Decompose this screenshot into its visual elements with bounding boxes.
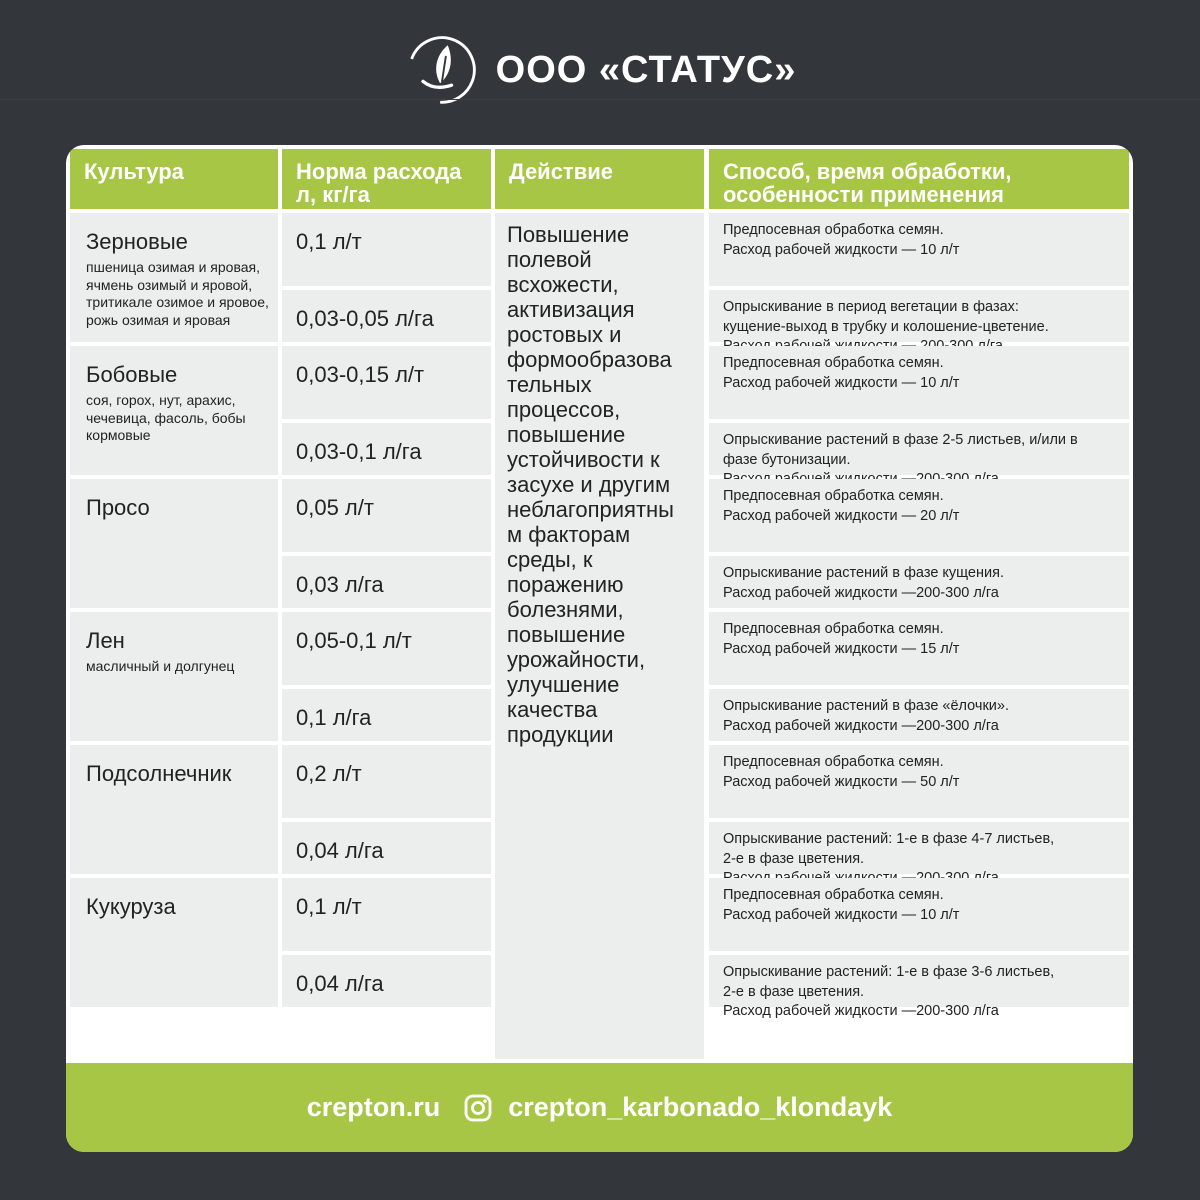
method-line: Расход рабочей жидкости — 50 л/т bbox=[723, 773, 960, 790]
method-cell bbox=[709, 822, 1129, 874]
header-divider bbox=[0, 99, 1200, 100]
rate-cell bbox=[282, 822, 491, 874]
culture-name: Зерновые bbox=[86, 229, 188, 254]
rate-cell bbox=[282, 556, 491, 608]
method-line: Предпосевная обработка семян. bbox=[723, 222, 944, 238]
header-method-label-2: особенности применения bbox=[723, 182, 1004, 207]
rate-value: 0,03-0,1 л/га bbox=[296, 439, 422, 464]
method-line: Расход рабочей жидкости —200-300 л/га bbox=[723, 1003, 999, 1019]
culture-name: Подсолнечник bbox=[86, 761, 232, 786]
rate-cell bbox=[282, 479, 491, 552]
rate-value: 0,03-0,05 л/га bbox=[296, 306, 434, 331]
method-cell bbox=[709, 612, 1129, 685]
header-rate-unit: л, кг/га bbox=[296, 182, 370, 207]
method-cell bbox=[709, 745, 1129, 818]
method-cell bbox=[709, 689, 1129, 741]
header-culture bbox=[70, 149, 278, 209]
method-line: Предпосевная обработка семян. bbox=[723, 754, 944, 770]
method-line: Расход рабочей жидкости —200-300 л/га bbox=[723, 717, 999, 734]
application-table bbox=[66, 145, 1133, 1152]
method-line: Опрыскивание растений: 1-е в фазе 3-6 листьев, bbox=[723, 964, 1055, 980]
method-line: Расход рабочей жидкости — 20 л/т bbox=[723, 507, 960, 524]
method-line: Предпосевная обработка семян. bbox=[723, 488, 944, 504]
method-line: Расход рабочей жидкости — 10 л/т bbox=[723, 241, 960, 258]
rate-cell bbox=[282, 745, 491, 818]
footer-bar bbox=[66, 1063, 1133, 1152]
method-line: Расход рабочей жидкости — 10 л/т bbox=[723, 374, 960, 391]
method-cell bbox=[709, 423, 1129, 475]
website-link[interactable]: crepton.ru bbox=[306, 1092, 441, 1122]
method-line: 2-е в фазе цветения. bbox=[723, 983, 865, 1000]
method-cell bbox=[709, 290, 1129, 342]
company-name: ООО «СТАТУС» bbox=[495, 48, 797, 91]
instagram-handle[interactable]: crepton_karbonado_klondayk bbox=[508, 1092, 893, 1122]
method-line: Предпосевная обработка семян. bbox=[723, 355, 944, 371]
method-line: Опрыскивание в период вегетации в фазах: bbox=[723, 299, 1019, 315]
method-line: 2-е в фазе цветения. bbox=[723, 850, 865, 867]
culture-name: Кукуруза bbox=[86, 894, 176, 919]
method-cell bbox=[709, 878, 1129, 951]
rate-value: 0,03-0,15 л/т bbox=[296, 362, 425, 387]
culture-cell bbox=[70, 745, 278, 874]
rate-cell bbox=[282, 346, 491, 419]
action-text: Повышение полевой всхожести, активизация ростовых и формообразова тельных процессов, повышение устойчивости к засухе и другим неблагоприятны м факторам среды, к поражению болезнями, повышение урожайности, улучшение качества продукции bbox=[507, 222, 674, 747]
method-cell bbox=[709, 955, 1129, 1019]
rate-value: 0,1 л/т bbox=[296, 229, 362, 254]
culture-cell bbox=[70, 346, 278, 475]
header-culture-label: Культура bbox=[84, 159, 184, 184]
method-line: Опрыскивание растений в фазе 2-5 листьев, и/или в bbox=[723, 432, 1078, 448]
culture-subtitle: масличный и долгунец bbox=[86, 658, 235, 674]
action-description bbox=[495, 213, 704, 1059]
method-line: Расход рабочей жидкости — 10 л/т bbox=[723, 906, 960, 923]
culture-cell bbox=[70, 612, 278, 741]
method-cell bbox=[709, 213, 1129, 286]
header-method bbox=[709, 149, 1129, 209]
leaf-logo-icon bbox=[404, 32, 480, 108]
rate-value: 0,04 л/га bbox=[296, 971, 384, 996]
rate-value: 0,05-0,1 л/т bbox=[296, 628, 412, 653]
culture-subtitle: пшеница озимая и яровая, ячмень озимый и яровой, тритикале озимое и яровое, рожь озимая и яровая bbox=[86, 259, 269, 328]
method-line: фазе бутонизации. bbox=[723, 451, 851, 468]
culture-name: Бобовые bbox=[86, 362, 178, 387]
rate-value: 0,1 л/га bbox=[296, 705, 372, 730]
culture-cell bbox=[70, 479, 278, 608]
brand-header bbox=[0, 30, 1200, 110]
method-line: Опрыскивание растений: 1-е в фазе 4-7 листьев, bbox=[723, 831, 1055, 847]
header-method-label: Способ, время обработки, bbox=[723, 159, 1012, 184]
rate-cell bbox=[282, 878, 491, 951]
rate-value: 0,1 л/т bbox=[296, 894, 362, 919]
culture-cell bbox=[70, 213, 278, 342]
rate-cell bbox=[282, 612, 491, 685]
rate-cell bbox=[282, 213, 491, 286]
rate-cell bbox=[282, 955, 491, 1007]
method-line: Предпосевная обработка семян. bbox=[723, 621, 944, 637]
culture-name: Просо bbox=[86, 495, 150, 520]
culture-subtitle: соя, горох, нут, арахис, чечевица, фасоль, бобы кормовые bbox=[86, 392, 246, 443]
culture-cell bbox=[70, 878, 278, 1007]
rate-cell bbox=[282, 423, 491, 475]
header-rate bbox=[282, 149, 491, 209]
method-line: кущение-выход в трубку и колошение-цветение. bbox=[723, 318, 1049, 335]
header-action-label: Действие bbox=[509, 159, 613, 184]
rate-value: 0,04 л/га bbox=[296, 838, 384, 863]
instagram-icon bbox=[464, 1094, 492, 1122]
header-rate-label: Норма расхода bbox=[296, 159, 462, 184]
method-cell bbox=[709, 556, 1129, 608]
method-line: Опрыскивание растений в фазе кущения. bbox=[723, 565, 1004, 581]
method-line: Предпосевная обработка семян. bbox=[723, 887, 944, 903]
rate-value: 0,2 л/т bbox=[296, 761, 362, 786]
rate-value: 0,03 л/га bbox=[296, 572, 384, 597]
method-cell bbox=[709, 346, 1129, 419]
header-action bbox=[495, 149, 704, 209]
rate-cell bbox=[282, 290, 491, 342]
culture-name: Лен bbox=[86, 628, 125, 653]
method-cell bbox=[709, 479, 1129, 552]
method-line: Опрыскивание растений в фазе «ёлочки». bbox=[723, 698, 1009, 714]
rate-value: 0,05 л/т bbox=[296, 495, 374, 520]
rate-cell bbox=[282, 689, 491, 741]
method-line: Расход рабочей жидкости — 15 л/т bbox=[723, 640, 960, 657]
method-line: Расход рабочей жидкости —200-300 л/га bbox=[723, 584, 999, 601]
